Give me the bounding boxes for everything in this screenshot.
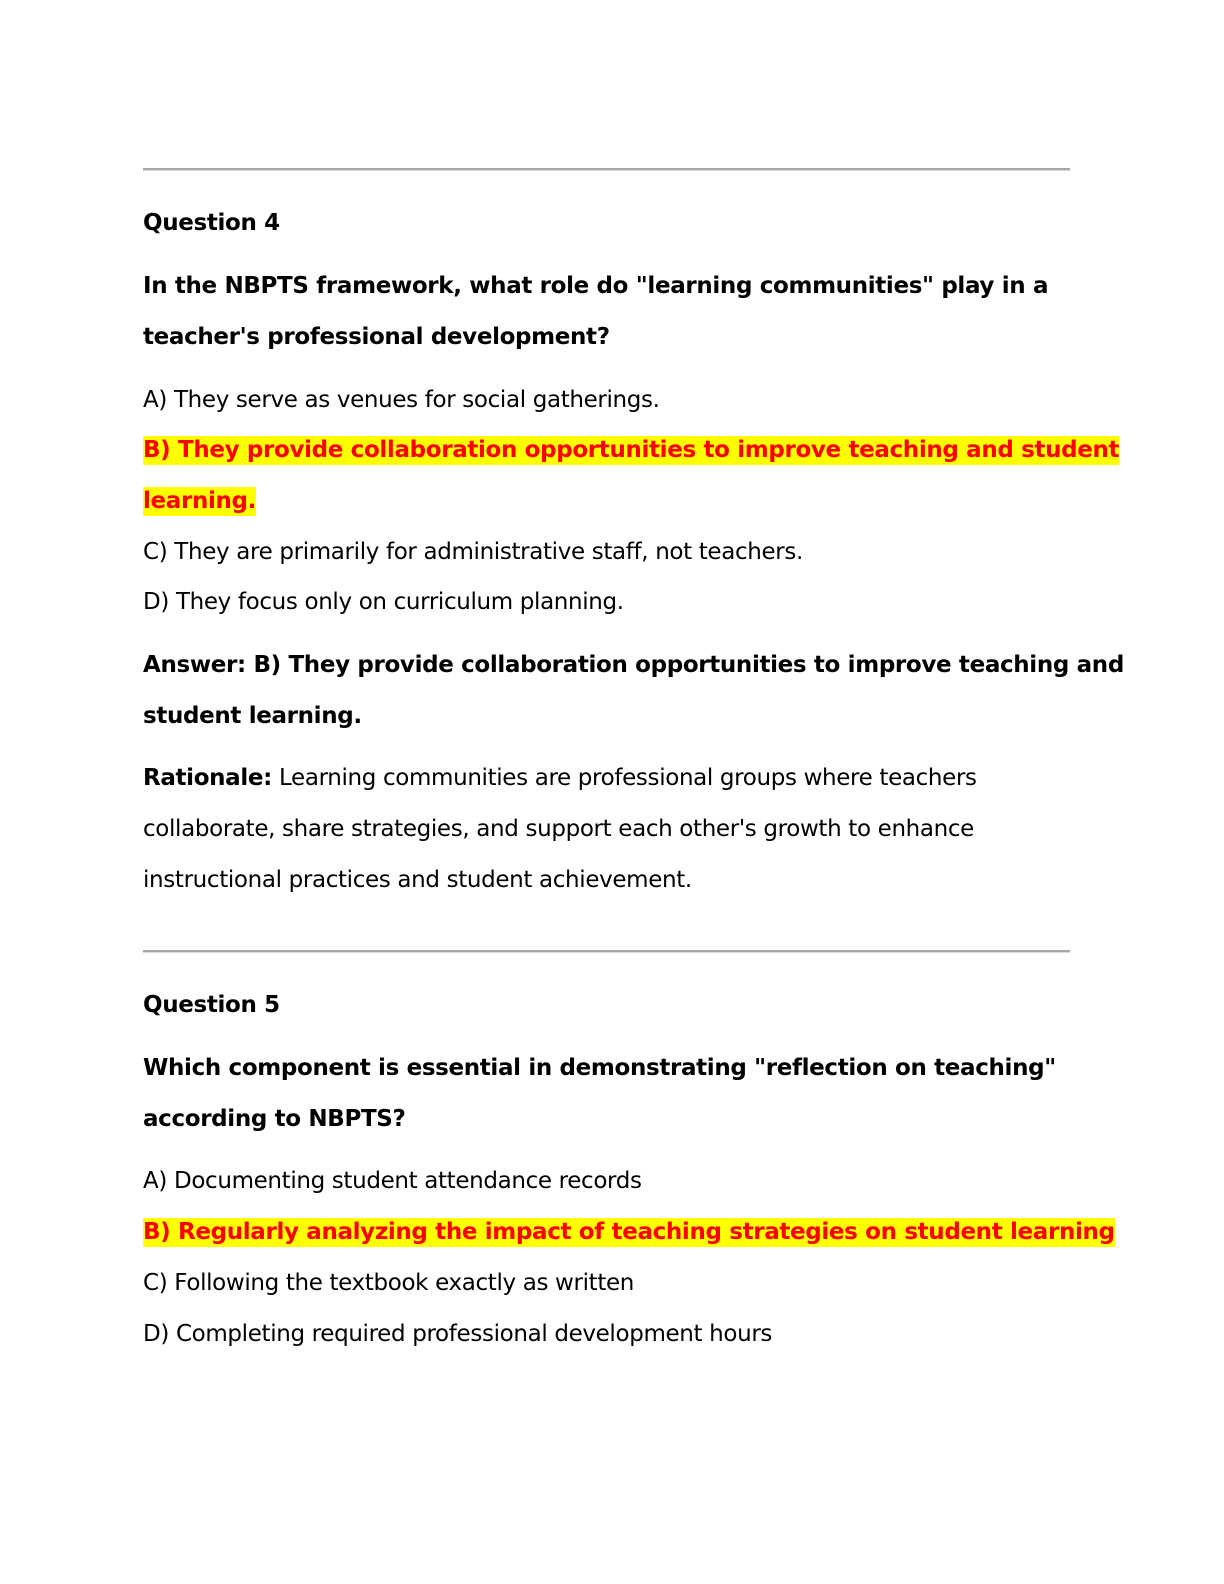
question-4-option-b-line-1 [143, 435, 1119, 465]
question-4-answer-line-1: Answer: B) They provide collaboration opportunities to improve teaching and [143, 652, 1124, 678]
rationale-text: Learning communities are professional groups where teachers [272, 765, 977, 791]
question-5-stem-line-1: Which component is essential in demonstrating "reflection on teaching" [143, 1055, 1056, 1081]
question-5-option-b [143, 1217, 1115, 1247]
section-divider-top [143, 168, 1070, 171]
question-4-option-c: C) They are primarily for administrative staff, not teachers. [143, 539, 804, 565]
rationale-label: Rationale: [143, 765, 272, 791]
question-5-option-d: D) Completing required professional development hours [143, 1321, 773, 1347]
question-4-option-d: D) They focus only on curriculum planning. [143, 589, 624, 615]
question-4-option-a: A) They serve as venues for social gatherings. [143, 387, 660, 413]
question-4-rationale-line-2: collaborate, share strategies, and support each other's growth to enhance [143, 816, 974, 842]
question-4-rationale-line-1 [143, 763, 977, 793]
question-4-rationale-line-3: instructional practices and student achievement. [143, 867, 692, 893]
question-4-option-b-line-2 [143, 486, 256, 516]
section-divider-middle [143, 950, 1070, 953]
question-4-heading: Question 4 [143, 210, 280, 236]
question-4-correct-option-highlight-continued: learning. [143, 488, 257, 514]
question-5-stem-line-2: according to NBPTS? [143, 1106, 406, 1132]
question-4-stem-line-1: In the NBPTS framework, what role do "learning communities" play in a [143, 273, 1049, 299]
question-5-correct-option-highlight: B) Regularly analyzing the impact of teaching strategies on student learning [143, 1219, 1115, 1245]
question-4-stem-line-2: teacher's professional development? [143, 324, 610, 350]
question-5-heading: Question 5 [143, 992, 280, 1018]
question-5-option-c: C) Following the textbook exactly as written [143, 1270, 635, 1296]
question-4-answer-line-2: student learning. [143, 703, 362, 729]
question-5-option-a: A) Documenting student attendance records [143, 1168, 642, 1194]
question-4-correct-option-highlight: B) They provide collaboration opportunities to improve teaching and student [143, 437, 1120, 463]
